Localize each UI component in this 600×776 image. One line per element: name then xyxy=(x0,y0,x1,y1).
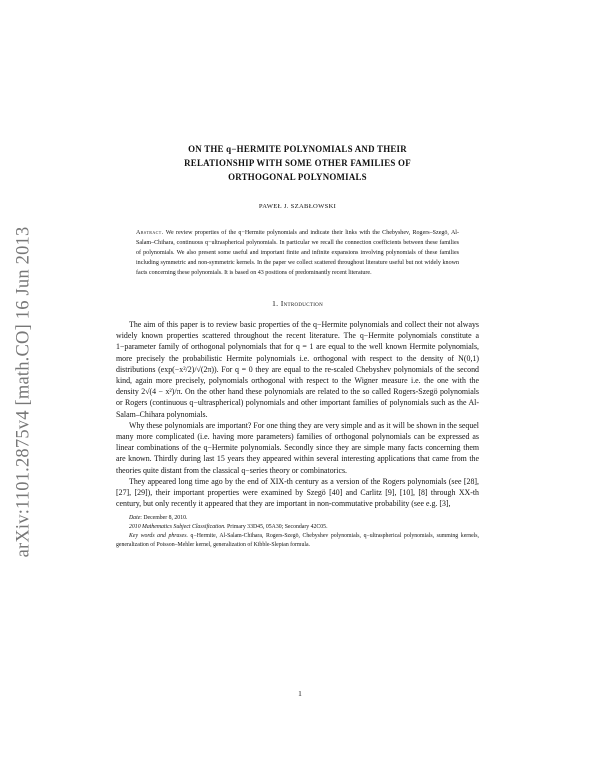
page-number: 1 xyxy=(298,689,302,698)
abstract-label: Abstract. xyxy=(136,230,164,236)
paper-title xyxy=(116,142,479,184)
keywords-label: Key words and phrases. xyxy=(129,533,188,540)
abstract-text: We review properties of the q−Hermite polynomials and indicate their links with the Chebyshev, Rogers–Szegö, Al-Salam–Chihara, continuous q−ultraspherical polynomials. In particular we recall the connection coefficients between these families of polynomials. We also present some useful and important finite and infinite expansions involving polynomials of these families including symmetric and non-symmetric kernels. In the paper we collect scattered throughout literature useful but not widely known facts concerning these polynomials. It is based on 43 positions of predominantly recent literature. xyxy=(136,230,460,276)
footnote-msc xyxy=(116,523,479,532)
title-line-1: ON THE q−HERMITE POLYNOMIALS AND THEIR xyxy=(188,144,407,154)
arxiv-identifier: arXiv:1101.2875v4 [math.CO] 16 Jun 2013 xyxy=(13,226,34,558)
msc-label: 2010 Mathematics Subject Classification. xyxy=(129,524,226,531)
footnote-keywords xyxy=(116,532,479,550)
arxiv-side-stamp xyxy=(9,182,39,602)
footnotes xyxy=(116,514,479,549)
section-heading xyxy=(116,299,479,308)
footnote-date xyxy=(116,514,479,523)
author-name: PAWEŁ J. SZABŁOWSKI xyxy=(258,203,337,210)
date-value: : December 8, 2010. xyxy=(140,515,188,522)
title-line-2: RELATIONSHIP WITH SOME OTHER FAMILIES OF xyxy=(184,158,411,168)
body-text xyxy=(116,319,479,509)
msc-value: Primary 33D45, 05A30; Secondary 42C05. xyxy=(225,524,328,531)
paragraph-1: The aim of this paper is to review basic properties of the q−Hermite polynomials and collect their not always widely known properties scattered throughout the recent literature. The q−Hermite polynomials constitute a 1−parameter family of orthogonal polynomials that for q = 1 are equal to the well known Hermite polynomials, more precisely the probabilistic Hermite polynomials i.e. orthogonal with respect to the density of N(0,1) distributions (exp(−x²/2)/√(2π)). For q = 0 they are equal to the re-scaled Chebyshev polynomials of the second kind, again more precisely, polynomials orthogonal with respect to the Wigner measure i.e. the one with the density 2√(4 − x²)/π. On the other hand these polynomials are related to the so called Rogers-Szegö polynomials or Rogers (continuous q−ultraspherical) polynomials and other important families of polynomials such as the Al-Salam–Chihara polynomials. xyxy=(116,320,479,419)
paragraph-3: They appeared long time ago by the end of XIX-th century as a version of the Rogers polynomials (see [28], [27], [29]), their important properties were examined by Szegö [40] and Carlitz [9], [10], [8] through XX-th century, but only recently it appeared that they are important in non-commutative probability (see e.g. [3], xyxy=(116,476,479,509)
date-label: Date xyxy=(129,515,141,522)
section-title: Introduction xyxy=(280,299,323,308)
paper-page xyxy=(116,142,479,550)
abstract xyxy=(136,228,459,278)
title-line-3: ORTHOGONAL POLYNOMIALS xyxy=(228,172,367,182)
keywords-value: q−Hermite, Al-Salam-Chihara, Rogers-Szegö, Chebyshev polynomials, q−ultraspherical polynomials, summing kernels, generalization of Poisson–Mehler kernel, generalization of Kibble-Slepian formula. xyxy=(116,533,479,548)
section-number: 1. xyxy=(271,299,279,308)
paragraph-2: Why these polynomials are important? For one thing they are very simple and as it will be shown in the sequel many more complicated (i.e. having more parameters) families of orthogonal polynomials can be expressed as linear combinations of the q−Hermite polynomials. Secondly since they are simple many facts concerning them are known. Thirdly during last 15 years they appeared within several interesting applications that came from the theories quite distant from the classical q−series theory or combinatorics. xyxy=(116,420,479,475)
